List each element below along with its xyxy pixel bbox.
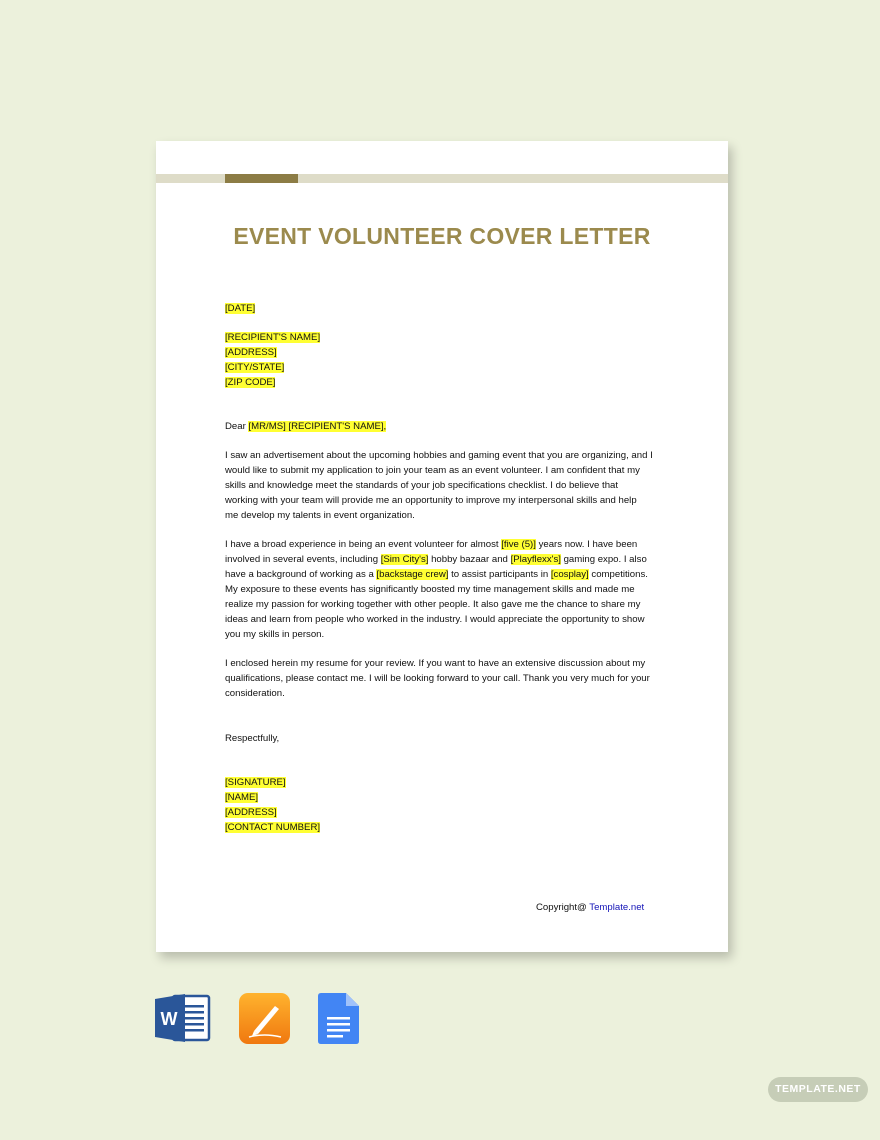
paragraph-2-line: have a background of working as a [backstage crew] to assist participants in [cosplay] competitions. xyxy=(225,569,648,580)
microsoft-word-icon[interactable] xyxy=(155,993,211,1043)
paragraph-1-line: me develop my talents in event organization. xyxy=(225,510,415,521)
event-1-placeholder: [Sim City's] xyxy=(380,554,429,565)
signature-placeholder: [SIGNATURE] xyxy=(225,777,286,788)
paragraph-2-line: I have a broad experience in being an event volunteer for almost [five (5)] years now. I have been xyxy=(225,539,638,550)
template-net-watermark: TEMPLATE.NET xyxy=(768,1077,868,1102)
salutation xyxy=(225,419,665,434)
paragraph-3-line: consideration. xyxy=(225,688,285,699)
header-band-accent xyxy=(225,174,298,183)
category-placeholder: [cosplay] xyxy=(550,569,589,580)
name-placeholder: [NAME] xyxy=(225,792,259,803)
word-letter: W xyxy=(160,1009,178,1029)
paragraph-1-line: I saw an advertisement about the upcoming hobbies and gaming event that you are organizing, and I xyxy=(225,450,653,461)
paragraph-3-line: qualifications, please contact me. I will be looking forward to your call. Thank you very much for your xyxy=(225,673,650,684)
date-block xyxy=(225,301,665,316)
copyright xyxy=(536,902,644,913)
salutation-prefix: Dear xyxy=(225,421,249,432)
paragraph-3-line: I enclosed herein my resume for your review. If you want to have an extensive discussion about my xyxy=(225,658,646,669)
google-docs-icon[interactable] xyxy=(318,993,359,1044)
recipient-name: [RECIPIENT'S NAME] xyxy=(225,332,321,343)
paragraph-1-line: would like to submit my application to join your team as an event volunteer. I am confident that my xyxy=(225,465,640,476)
recipient-block xyxy=(225,330,665,390)
paragraph-1-line: skills and knowledge meet the standards of your job specifications checklist. I do believe that xyxy=(225,480,619,491)
letter-page xyxy=(156,141,728,952)
paragraph-2-line: My exposure to these events has significantly boosted my time management skills and made me xyxy=(225,584,635,595)
role-placeholder: [backstage crew] xyxy=(376,569,449,580)
paragraph-2-line: you my skills in person. xyxy=(225,629,325,640)
copyright-label: Copyright@ xyxy=(536,902,590,913)
years-placeholder: [five (5)] xyxy=(501,539,536,550)
event-2-placeholder: [Playflexx's] xyxy=(510,554,561,565)
copyright-link[interactable]: Template.net xyxy=(589,902,645,913)
paragraph-3 xyxy=(225,656,665,701)
apple-pages-icon[interactable] xyxy=(239,993,290,1044)
signature-block xyxy=(225,775,665,835)
letter-title: EVENT VOLUNTEER COVER LETTER xyxy=(233,223,651,249)
paragraph-2-line: involved in several events, including [Sim City's] hobby bazaar and [Playflexx's] gaming expo. I also xyxy=(225,554,647,565)
contact-number-placeholder: [CONTACT NUMBER] xyxy=(225,822,321,833)
paragraph-2 xyxy=(225,537,665,642)
paragraph-2-line: ideas and learn from people who worked in the industry. I would appreciate the opportunity to show xyxy=(225,614,645,625)
address-placeholder: [ADDRESS] xyxy=(225,807,277,818)
paragraph-1 xyxy=(225,448,665,523)
recipient-zip: [ZIP CODE] xyxy=(225,377,276,388)
recipient-address: [ADDRESS] xyxy=(225,347,277,358)
closing: Respectfully, xyxy=(225,733,280,744)
recipient-city-state: [CITY/STATE] xyxy=(225,362,285,373)
salutation-placeholder: [MR/MS] [RECIPIENT'S NAME], xyxy=(248,421,387,432)
date-placeholder: [DATE] xyxy=(225,303,256,314)
paragraph-1-line: working with your team will provide me an opportunity to improve my interpersonal skills and help xyxy=(225,495,637,506)
paragraph-2-line: realize my passion for working together with other people. It also gave me the chance to share my xyxy=(225,599,641,610)
